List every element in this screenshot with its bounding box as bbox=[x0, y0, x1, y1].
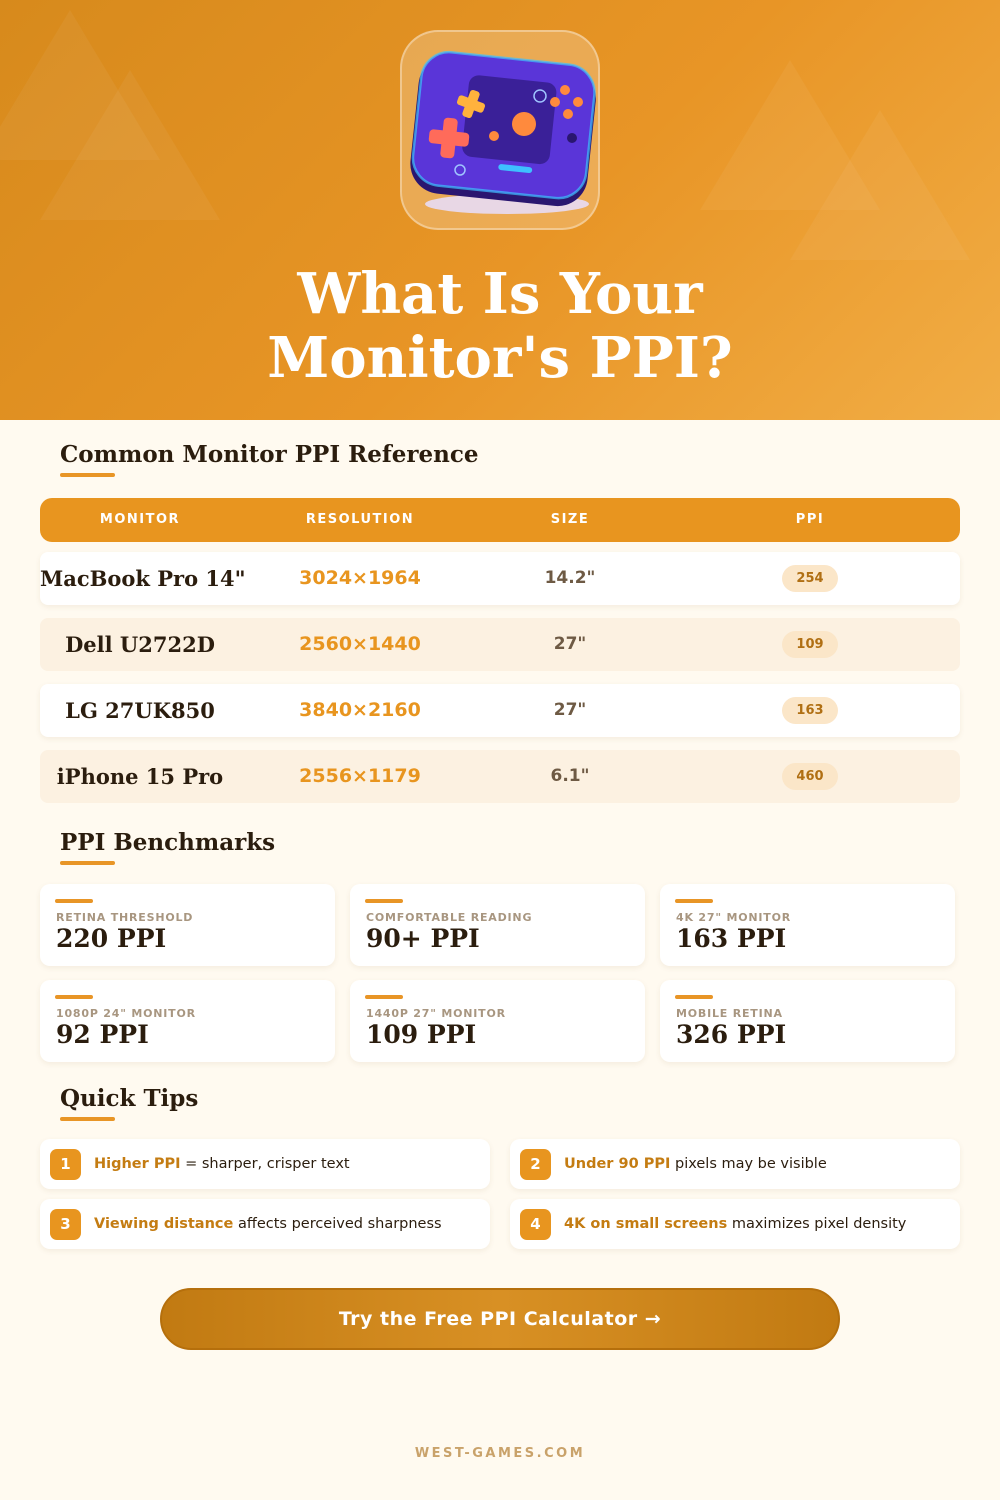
resolution-value: 2556×1179 bbox=[299, 765, 421, 787]
table-row bbox=[40, 750, 960, 803]
ppi-badge: 163 bbox=[782, 697, 838, 724]
tip-rest: = sharper, crisper text bbox=[180, 1156, 350, 1172]
benchmark-value: 326 PPI bbox=[676, 1020, 787, 1049]
benchmark-card bbox=[350, 980, 645, 1062]
tip-rest: maximizes pixel density bbox=[727, 1216, 907, 1232]
ppi-calculator-button[interactable]: Try the Free PPI Calculator → bbox=[160, 1288, 840, 1350]
tip-item bbox=[40, 1199, 490, 1249]
tip-highlight: Viewing distance bbox=[94, 1216, 234, 1232]
card-accent-bar bbox=[55, 899, 93, 903]
card-accent-bar bbox=[675, 899, 713, 903]
benchmark-label: MOBILE RETINA bbox=[676, 1007, 783, 1020]
benchmark-card bbox=[40, 980, 335, 1062]
card-accent-bar bbox=[675, 995, 713, 999]
card-accent-bar bbox=[55, 995, 93, 999]
ppi-badge: 460 bbox=[782, 763, 838, 790]
benchmark-label: COMFORTABLE READING bbox=[366, 911, 533, 924]
ppi-badge: 254 bbox=[782, 565, 838, 592]
card-accent-bar bbox=[365, 995, 403, 999]
tip-item bbox=[40, 1139, 490, 1189]
page-title-line-1: What Is Your bbox=[297, 261, 703, 327]
tips-section-title: Quick Tips bbox=[60, 1085, 199, 1112]
section-underline bbox=[60, 861, 115, 865]
decor-triangle bbox=[790, 110, 970, 260]
size-value: 27" bbox=[553, 634, 587, 654]
monitor-name: MacBook Pro 14" bbox=[40, 566, 246, 591]
tip-highlight: 4K on small screens bbox=[564, 1216, 728, 1232]
table-row bbox=[40, 552, 960, 605]
reference-section-title: Common Monitor PPI Reference bbox=[60, 441, 479, 468]
monitor-name: Dell U2722D bbox=[65, 632, 215, 657]
resolution-value: 2560×1440 bbox=[299, 633, 421, 655]
table-header bbox=[40, 498, 960, 542]
page-title-line-2: Monitor's PPI? bbox=[267, 325, 733, 391]
monitor-name: iPhone 15 Pro bbox=[56, 764, 224, 789]
tip-highlight: Higher PPI bbox=[94, 1156, 181, 1172]
tip-item bbox=[510, 1199, 960, 1249]
tip-number-badge: 2 bbox=[520, 1149, 551, 1180]
monitor-name: LG 27UK850 bbox=[65, 698, 215, 723]
tip-text bbox=[94, 1139, 350, 1189]
tip-number-badge: 3 bbox=[50, 1209, 81, 1240]
tip-number-badge: 4 bbox=[520, 1209, 551, 1240]
card-accent-bar bbox=[365, 899, 403, 903]
hero-banner bbox=[0, 0, 1000, 420]
size-value: 14.2" bbox=[544, 568, 596, 588]
page-title bbox=[0, 262, 1000, 390]
size-value: 27" bbox=[553, 700, 587, 720]
tip-highlight: Under 90 PPI bbox=[564, 1156, 671, 1172]
section-underline bbox=[60, 1117, 115, 1121]
column-header-size: SIZE bbox=[550, 512, 590, 527]
decor-triangle bbox=[40, 70, 220, 220]
tip-rest: pixels may be visible bbox=[670, 1156, 827, 1172]
table-row bbox=[40, 618, 960, 671]
column-header-monitor: MONITOR bbox=[99, 512, 181, 527]
benchmark-value: 92 PPI bbox=[56, 1020, 149, 1049]
benchmark-value: 220 PPI bbox=[56, 924, 167, 953]
ppi-badge: 109 bbox=[782, 631, 838, 658]
resolution-value: 3024×1964 bbox=[299, 567, 421, 589]
benchmarks-section-title: PPI Benchmarks bbox=[60, 829, 276, 856]
column-header-resolution: RESOLUTION bbox=[305, 512, 415, 527]
footer-site-link[interactable]: WEST-GAMES.COM bbox=[414, 1446, 586, 1461]
tip-number-badge: 1 bbox=[50, 1149, 81, 1180]
benchmark-value: 163 PPI bbox=[676, 924, 787, 953]
tip-text bbox=[94, 1199, 442, 1249]
benchmark-value: 90+ PPI bbox=[366, 924, 480, 953]
benchmark-card bbox=[660, 980, 955, 1062]
size-value: 6.1" bbox=[550, 766, 590, 786]
column-header-ppi: PPI bbox=[795, 512, 825, 527]
handheld-game-console-icon bbox=[400, 30, 600, 230]
benchmark-card bbox=[40, 884, 335, 966]
benchmark-card bbox=[660, 884, 955, 966]
tip-rest: affects perceived sharpness bbox=[233, 1216, 442, 1232]
benchmark-label: 4K 27" MONITOR bbox=[676, 911, 791, 924]
tip-text bbox=[564, 1199, 906, 1249]
benchmark-label: RETINA THRESHOLD bbox=[56, 911, 194, 924]
benchmark-label: 1440P 27" MONITOR bbox=[366, 1007, 506, 1020]
resolution-value: 3840×2160 bbox=[299, 699, 421, 721]
tip-item bbox=[510, 1139, 960, 1189]
tip-text bbox=[564, 1139, 827, 1189]
benchmark-card bbox=[350, 884, 645, 966]
benchmark-label: 1080P 24" MONITOR bbox=[56, 1007, 196, 1020]
section-underline bbox=[60, 473, 115, 477]
benchmark-value: 109 PPI bbox=[366, 1020, 477, 1049]
table-row bbox=[40, 684, 960, 737]
